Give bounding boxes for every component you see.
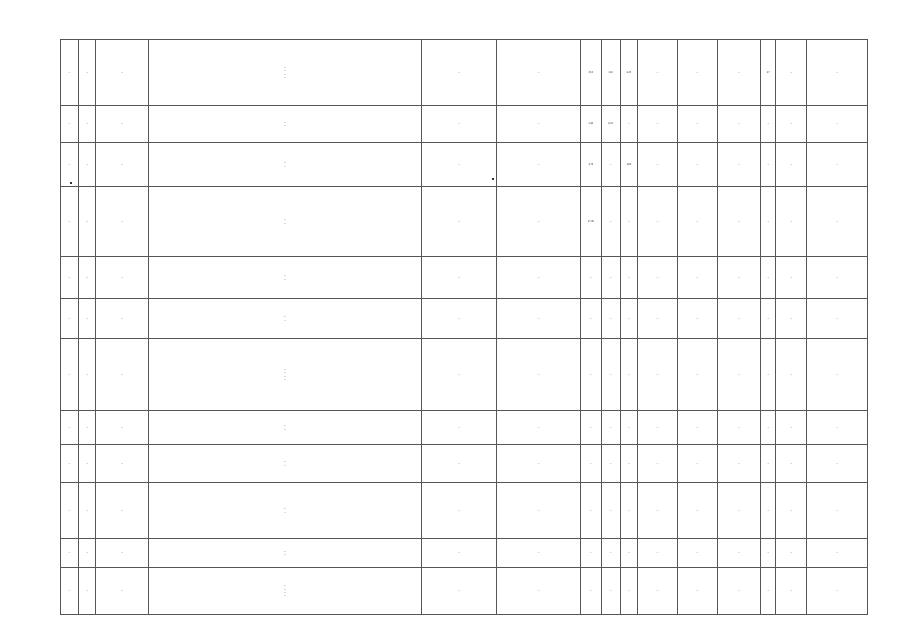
description-cell bbox=[148, 40, 422, 106]
left-boundary-cell: ... bbox=[422, 143, 497, 187]
description-header: ... bbox=[283, 423, 287, 428]
quantity-cell: ... bbox=[761, 483, 776, 539]
quantity-cell: ... bbox=[761, 143, 776, 187]
description-text: ... bbox=[283, 510, 286, 514]
description-cell bbox=[148, 339, 422, 411]
right-boundary-cell: ... bbox=[497, 483, 581, 539]
document-cell: ... bbox=[807, 40, 868, 106]
address-cell: ... bbox=[96, 40, 148, 106]
document-cell: ... bbox=[807, 445, 868, 483]
category-cell: ... bbox=[717, 257, 761, 299]
area-cell: 25,0 bbox=[580, 40, 601, 106]
document-cell: ... bbox=[807, 187, 868, 257]
owner-cell: ... bbox=[638, 143, 678, 187]
quantity-cell: ... bbox=[761, 539, 776, 568]
date-cell: ... bbox=[776, 445, 807, 483]
owner-cell: ... bbox=[638, 106, 678, 143]
width-cell: ... bbox=[601, 143, 620, 187]
row-number-cell: ... bbox=[61, 106, 79, 143]
date-cell: ... bbox=[776, 339, 807, 411]
date-cell: ... bbox=[776, 411, 807, 445]
description-header: ... bbox=[283, 217, 287, 222]
cadastral-cell: ... bbox=[78, 40, 96, 106]
length-cell: ... bbox=[620, 187, 638, 257]
length-cell: ... bbox=[620, 411, 638, 445]
description-text: ... bbox=[283, 463, 286, 467]
description-text: ... bbox=[283, 594, 286, 598]
width-cell: ... bbox=[601, 339, 620, 411]
width-cell: ... bbox=[601, 483, 620, 539]
left-boundary-cell: ... bbox=[422, 106, 497, 143]
right-boundary-cell: ... bbox=[497, 143, 581, 187]
table-row bbox=[61, 187, 868, 257]
owner-cell: ... bbox=[638, 445, 678, 483]
table-row bbox=[61, 483, 868, 539]
length-cell: ... bbox=[620, 445, 638, 483]
category-cell: ... bbox=[717, 445, 761, 483]
description-header: ... bbox=[283, 273, 287, 278]
owner-cell: ... bbox=[638, 339, 678, 411]
description-cell bbox=[148, 143, 422, 187]
document-cell: ... bbox=[807, 568, 868, 615]
right-boundary-cell: ... bbox=[497, 568, 581, 615]
row-number-cell: ... bbox=[61, 40, 79, 106]
left-boundary-cell: ... bbox=[422, 483, 497, 539]
use-cell: ... bbox=[677, 299, 717, 339]
description-header: ... bbox=[283, 583, 287, 588]
width-cell: ... bbox=[601, 568, 620, 615]
description-header: ... bbox=[283, 590, 287, 594]
cadastral-cell: ... bbox=[78, 445, 96, 483]
description-cell bbox=[148, 483, 422, 539]
use-cell: ... bbox=[677, 257, 717, 299]
area-cell: ... bbox=[580, 257, 601, 299]
description-cell bbox=[148, 445, 422, 483]
row-number-cell: ... bbox=[61, 299, 79, 339]
description-text: ... bbox=[283, 427, 286, 431]
date-cell: ... bbox=[776, 483, 807, 539]
left-boundary-cell: ... bbox=[422, 568, 497, 615]
description-cell bbox=[148, 539, 422, 568]
length-cell: ... bbox=[620, 568, 638, 615]
date-cell: ... bbox=[776, 299, 807, 339]
quantity-cell: ... bbox=[761, 257, 776, 299]
row-number-cell: ... bbox=[61, 445, 79, 483]
cadastral-cell: ... bbox=[78, 143, 96, 187]
width-cell: 6,16 bbox=[601, 106, 620, 143]
row-number-cell: ... bbox=[61, 339, 79, 411]
quantity-cell: ... bbox=[761, 299, 776, 339]
category-cell: ... bbox=[717, 339, 761, 411]
width-cell: ... bbox=[601, 445, 620, 483]
length-cell: ... bbox=[620, 339, 638, 411]
description-text: ... bbox=[283, 318, 286, 322]
table-row bbox=[61, 106, 868, 143]
description-text: ... bbox=[283, 277, 286, 281]
right-boundary-cell: ... bbox=[497, 339, 581, 411]
table-row bbox=[61, 568, 868, 615]
description-header: ... bbox=[283, 314, 287, 319]
right-boundary-cell: ... bbox=[497, 106, 581, 143]
address-cell: ... bbox=[96, 539, 148, 568]
row-number-cell: ... bbox=[61, 187, 79, 257]
description-text: ... bbox=[283, 553, 286, 556]
table-row bbox=[61, 339, 868, 411]
left-boundary-cell: ... bbox=[422, 539, 497, 568]
quantity-cell: ... bbox=[761, 339, 776, 411]
left-boundary-cell: ... bbox=[422, 187, 497, 257]
category-cell: ... bbox=[717, 299, 761, 339]
left-boundary-cell: ... bbox=[422, 257, 497, 299]
area-cell: ... bbox=[580, 539, 601, 568]
description-text: ... bbox=[283, 587, 286, 591]
owner-cell: ... bbox=[638, 568, 678, 615]
owner-cell: ... bbox=[638, 539, 678, 568]
date-cell: ... bbox=[776, 187, 807, 257]
category-cell: ... bbox=[717, 483, 761, 539]
width-cell: ... bbox=[601, 299, 620, 339]
owner-cell: ... bbox=[638, 411, 678, 445]
description-header: ... bbox=[283, 373, 287, 378]
table-row bbox=[61, 539, 868, 568]
right-boundary-cell: ... bbox=[497, 411, 581, 445]
table-row bbox=[61, 299, 868, 339]
right-boundary-cell: ... bbox=[497, 187, 581, 257]
address-cell: ... bbox=[96, 257, 148, 299]
table-row bbox=[61, 40, 868, 106]
category-cell: ... bbox=[717, 539, 761, 568]
category-cell: ... bbox=[717, 106, 761, 143]
area-cell: ... bbox=[580, 339, 601, 411]
address-cell: ... bbox=[96, 339, 148, 411]
right-boundary-cell: ... bbox=[497, 539, 581, 568]
left-boundary-cell: ... bbox=[422, 339, 497, 411]
area-cell: ... bbox=[580, 411, 601, 445]
area-cell: 27,40 bbox=[580, 187, 601, 257]
quantity-cell: ... bbox=[761, 568, 776, 615]
date-cell: ... bbox=[776, 539, 807, 568]
area-cell: ... bbox=[580, 299, 601, 339]
quantity-cell: ... bbox=[761, 187, 776, 257]
cadastral-cell: ... bbox=[78, 299, 96, 339]
address-cell: ... bbox=[96, 568, 148, 615]
length-cell: ... bbox=[620, 483, 638, 539]
cadastral-cell: ... bbox=[78, 257, 96, 299]
description-cell bbox=[148, 106, 422, 143]
address-cell: ... bbox=[96, 445, 148, 483]
row-number-cell: ... bbox=[61, 257, 79, 299]
address-cell: ... bbox=[96, 143, 148, 187]
use-cell: ... bbox=[677, 411, 717, 445]
left-boundary-cell: ... bbox=[422, 445, 497, 483]
document-cell: ... bbox=[807, 411, 868, 445]
document-cell: ... bbox=[807, 539, 868, 568]
description-header: ... bbox=[283, 119, 287, 124]
row-number-cell: ... bbox=[61, 411, 79, 445]
description-text: ... bbox=[283, 371, 286, 375]
owner-cell: ... bbox=[638, 187, 678, 257]
cadastral-cell: ... bbox=[78, 339, 96, 411]
owner-cell: ... bbox=[638, 483, 678, 539]
length-cell: 4,60 bbox=[620, 143, 638, 187]
date-cell: ... bbox=[776, 40, 807, 106]
area-cell: ... bbox=[580, 483, 601, 539]
cadastral-cell: ... bbox=[78, 106, 96, 143]
table-body bbox=[61, 40, 868, 615]
description-text: ... bbox=[283, 124, 286, 127]
row-number-cell: ... bbox=[61, 143, 79, 187]
length-cell: ... bbox=[620, 257, 638, 299]
length-cell: ... bbox=[620, 539, 638, 568]
description-cell bbox=[148, 257, 422, 299]
width-cell: ... bbox=[601, 539, 620, 568]
left-boundary-cell: ... bbox=[422, 40, 497, 106]
description-text: ... bbox=[283, 221, 286, 225]
description-header: ... bbox=[283, 160, 287, 165]
description-text: ... bbox=[283, 377, 286, 381]
document-cell: ... bbox=[807, 106, 868, 143]
use-cell: ... bbox=[677, 143, 717, 187]
width-cell: ... bbox=[601, 187, 620, 257]
row-number-cell: ... bbox=[61, 539, 79, 568]
description-cell bbox=[148, 568, 422, 615]
document-cell: ... bbox=[807, 299, 868, 339]
description-cell bbox=[148, 411, 422, 445]
quantity-cell: ... bbox=[761, 106, 776, 143]
date-cell: ... bbox=[776, 257, 807, 299]
owner-cell: ... bbox=[638, 299, 678, 339]
use-cell: ... bbox=[677, 539, 717, 568]
address-cell: ... bbox=[96, 106, 148, 143]
date-cell: ... bbox=[776, 568, 807, 615]
address-cell: ... bbox=[96, 187, 148, 257]
date-cell: ... bbox=[776, 143, 807, 187]
row-number-cell: ... bbox=[61, 568, 79, 615]
table-row bbox=[61, 445, 868, 483]
area-cell: 4,76 bbox=[580, 143, 601, 187]
length-cell: 4,25 bbox=[620, 40, 638, 106]
area-cell: ... bbox=[580, 445, 601, 483]
category-cell: ... bbox=[717, 568, 761, 615]
left-boundary-cell: ... bbox=[422, 299, 497, 339]
category-cell: ... bbox=[717, 143, 761, 187]
category-cell: ... bbox=[717, 187, 761, 257]
use-cell: ... bbox=[677, 187, 717, 257]
use-cell: ... bbox=[677, 445, 717, 483]
document-sheet bbox=[60, 39, 868, 598]
use-cell: ... bbox=[677, 106, 717, 143]
left-boundary-cell: ... bbox=[422, 411, 497, 445]
right-boundary-cell: ... bbox=[497, 257, 581, 299]
cadastral-cell: ... bbox=[78, 483, 96, 539]
area-cell: 2,40 bbox=[580, 106, 601, 143]
quantity-cell: 47 bbox=[761, 40, 776, 106]
description-text: ... bbox=[283, 164, 286, 168]
width-cell: 12,0 bbox=[601, 40, 620, 106]
use-cell: ... bbox=[677, 483, 717, 539]
width-cell: ... bbox=[601, 257, 620, 299]
width-cell: ... bbox=[601, 411, 620, 445]
length-cell: ... bbox=[620, 106, 638, 143]
use-cell: ... bbox=[677, 40, 717, 106]
cadastral-cell: ... bbox=[78, 539, 96, 568]
category-cell: ... bbox=[717, 411, 761, 445]
row-number-cell: ... bbox=[61, 483, 79, 539]
registry-table bbox=[60, 39, 868, 615]
description-header: ... bbox=[283, 459, 287, 464]
date-cell: ... bbox=[776, 106, 807, 143]
description-header: ... bbox=[283, 64, 287, 69]
owner-cell: ... bbox=[638, 40, 678, 106]
document-cell: ... bbox=[807, 483, 868, 539]
scan-speck bbox=[492, 178, 494, 180]
table-row bbox=[61, 257, 868, 299]
quantity-cell: ... bbox=[761, 411, 776, 445]
cadastral-cell: ... bbox=[78, 411, 96, 445]
description-cell bbox=[148, 187, 422, 257]
quantity-cell: ... bbox=[761, 445, 776, 483]
document-cell: ... bbox=[807, 143, 868, 187]
right-boundary-cell: ... bbox=[497, 40, 581, 106]
description-header: ... bbox=[283, 71, 287, 76]
use-cell: ... bbox=[677, 339, 717, 411]
right-boundary-cell: ... bbox=[497, 299, 581, 339]
description-text: ... bbox=[283, 69, 286, 73]
description-text: ... bbox=[283, 75, 286, 79]
document-cell: ... bbox=[807, 339, 868, 411]
scan-speck bbox=[70, 182, 72, 184]
cadastral-cell: ... bbox=[78, 187, 96, 257]
category-cell: ... bbox=[717, 40, 761, 106]
address-cell: ... bbox=[96, 411, 148, 445]
description-header: ... bbox=[283, 366, 287, 371]
description-header: ... bbox=[283, 548, 287, 553]
document-cell: ... bbox=[807, 257, 868, 299]
description-cell bbox=[148, 299, 422, 339]
area-cell: ... bbox=[580, 568, 601, 615]
use-cell: ... bbox=[677, 568, 717, 615]
cadastral-cell: ... bbox=[78, 568, 96, 615]
table-row bbox=[61, 411, 868, 445]
length-cell: ... bbox=[620, 299, 638, 339]
address-cell: ... bbox=[96, 483, 148, 539]
owner-cell: ... bbox=[638, 257, 678, 299]
table-row bbox=[61, 143, 868, 187]
right-boundary-cell: ... bbox=[497, 445, 581, 483]
description-header: ... bbox=[283, 506, 287, 511]
address-cell: ... bbox=[96, 299, 148, 339]
